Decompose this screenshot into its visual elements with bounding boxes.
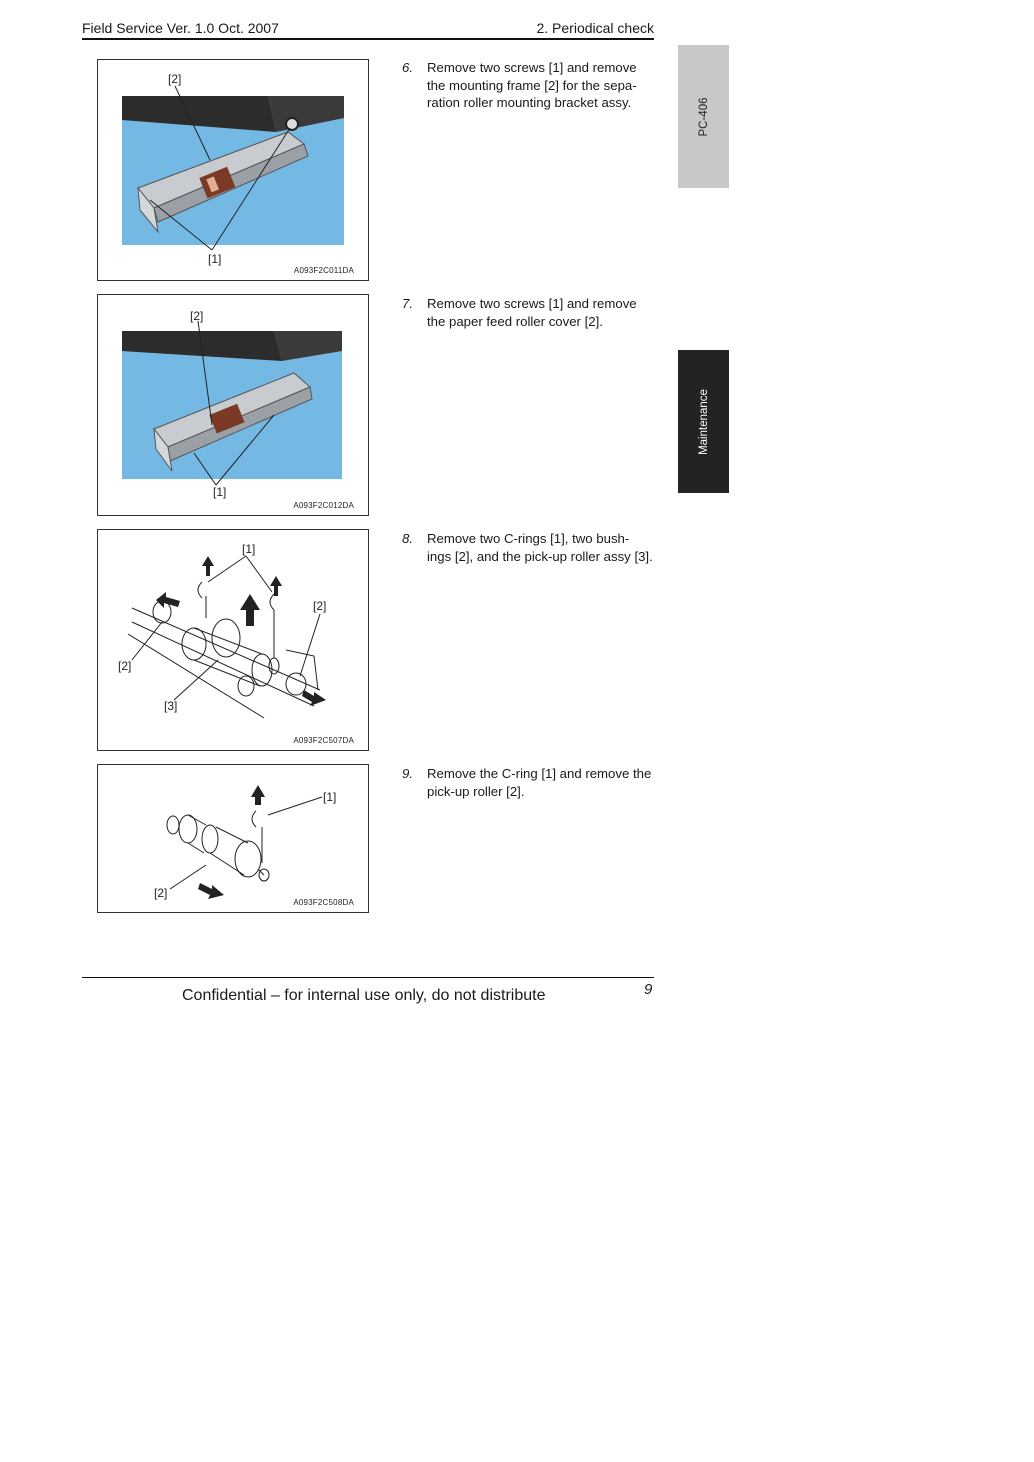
figure-step-8 xyxy=(97,529,369,751)
figure-step-9 xyxy=(97,764,369,913)
header-rule xyxy=(82,38,654,40)
step-9-text: Remove the C-ring [1] and remove the pick-up roller [2]. xyxy=(427,766,652,799)
step-7-number: 7. xyxy=(402,296,413,311)
step-9-number: 9. xyxy=(402,766,413,781)
header-section: 2. Periodical check xyxy=(536,20,654,36)
figure-step-7-callout-2: [2] xyxy=(190,309,204,323)
figure-step-7-code: A093F2C012DA xyxy=(293,501,354,510)
step-7-text: Remove two screws [1] and remove the paper feed roller cover [2]. xyxy=(427,296,637,329)
figure-step-9-callout-1: [1] xyxy=(323,790,337,804)
figure-step-8-callout-1: [1] xyxy=(242,542,256,556)
figure-step-6-code: A093F2C011DA xyxy=(293,266,354,275)
figure-step-9-code: A093F2C508DA xyxy=(293,898,354,907)
figure-step-7-callout-1: [1] xyxy=(213,485,227,499)
header-title: Field Service Ver. 1.0 Oct. 2007 xyxy=(82,20,279,36)
page-number: 9 xyxy=(644,981,653,998)
figure-step-6-photo xyxy=(98,60,368,280)
figure-step-8-callout-2-right: [2] xyxy=(313,599,327,613)
step-6-text: Remove two screws [1] and remove the mounting frame [2] for the sepa-ration roller mounting bracket assy. xyxy=(427,60,637,110)
figure-step-8-drawing xyxy=(98,530,368,750)
side-tab-maintenance[interactable] xyxy=(678,350,729,493)
step-8-text: Remove two C-rings [1], two bush-ings [2], and the pick-up roller assy [3]. xyxy=(427,531,653,564)
footer-rule xyxy=(82,977,654,978)
figure-step-8-callout-2-left: [2] xyxy=(118,659,132,673)
side-tab-maintenance-label: Maintenance xyxy=(697,388,710,455)
figure-step-7 xyxy=(97,294,369,516)
footer-confidential-notice: Confidential – for internal use only, do not distribute xyxy=(182,987,546,1004)
figure-step-7-photo xyxy=(98,295,368,515)
side-tab-pc406-label: PC-406 xyxy=(697,97,710,136)
figure-step-8-callout-3: [3] xyxy=(164,699,178,713)
figure-step-6 xyxy=(97,59,369,281)
step-6-number: 6. xyxy=(402,60,413,75)
step-8-number: 8. xyxy=(402,531,413,546)
figure-step-8-code: A093F2C507DA xyxy=(293,736,354,745)
figure-step-9-callout-2: [2] xyxy=(154,886,168,900)
side-tab-pc406[interactable] xyxy=(678,45,729,188)
figure-step-6-callout-1: [1] xyxy=(208,252,222,266)
figure-step-9-drawing xyxy=(98,765,368,912)
figure-step-6-callout-2: [2] xyxy=(168,72,182,86)
